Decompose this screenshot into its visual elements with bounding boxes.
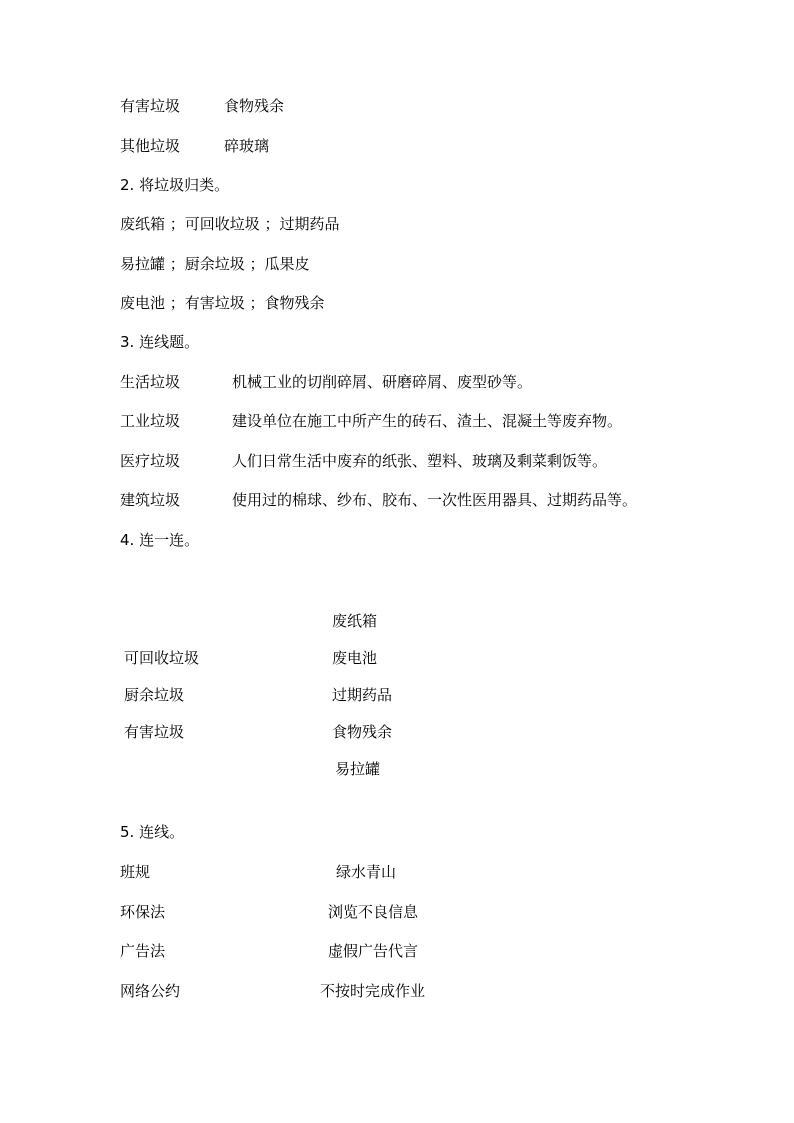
s3-right-3: 人们日常生活中废弃的纸张、塑料、玻璃及剩菜剩饭等。: [232, 452, 608, 470]
s1-right-1: 食物残余: [224, 97, 285, 115]
s5-left-2: 环保法: [120, 903, 166, 921]
s3-right-4: 使用过的棉球、纱布、胶布、一次性医用器具、过期药品等。: [232, 491, 638, 509]
s2-line-3: 废电池 ；有害垃圾 ；食物残余: [120, 294, 325, 312]
s4-left-3: 有害垃圾: [124, 723, 185, 741]
section5-heading: 5. 连线。: [120, 823, 185, 841]
s5-right-2: 浏览不良信息: [328, 903, 419, 921]
s5-left-1: 班规: [120, 863, 151, 881]
s3-right-1: 机械工业的切削碎屑、研磨碎屑、废型砂等。: [232, 373, 533, 391]
s3-left-2: 工业垃圾: [120, 412, 181, 430]
s5-left-3: 广告法: [120, 942, 166, 960]
s2-line-2: 易拉罐 ；厨余垃圾 ；瓜果皮: [120, 255, 310, 273]
s4-right-2: 废电池: [332, 649, 378, 667]
s5-right-1: 绿水青山: [336, 863, 397, 881]
s3-right-2: 建设单位在施工中所产生的砖石、渣土、混凝土等废弃物。: [232, 412, 623, 430]
s4-right-3: 过期药品: [332, 686, 393, 704]
s5-right-3: 虚假广告代言: [328, 942, 419, 960]
s3-left-4: 建筑垃圾: [120, 491, 181, 509]
s5-right-4: 不按时完成作业: [320, 982, 426, 1000]
s1-left-2: 其他垃圾: [120, 137, 181, 155]
s3-left-1: 生活垃圾: [120, 373, 181, 391]
section2-heading: 2. 将垃圾归类。: [120, 176, 230, 194]
s4-right-1: 废纸箱: [332, 612, 378, 630]
s1-right-2: 碎玻璃: [224, 137, 270, 155]
s2-line-1: 废纸箱 ；可回收垃圾 ；过期药品: [120, 215, 340, 233]
section3-heading: 3. 连线题。: [120, 333, 200, 351]
s4-left-1: 可回收垃圾: [124, 649, 200, 667]
section4-heading: 4. 连一连。: [120, 531, 200, 549]
s4-right-4: 食物残余: [332, 723, 393, 741]
s4-left-2: 厨余垃圾: [124, 686, 185, 704]
s1-left-1: 有害垃圾: [120, 97, 181, 115]
s4-right-5: 易拉罐: [335, 760, 381, 778]
s5-left-4: 网络公约: [120, 982, 181, 1000]
s3-left-3: 医疗垃圾: [120, 452, 181, 470]
